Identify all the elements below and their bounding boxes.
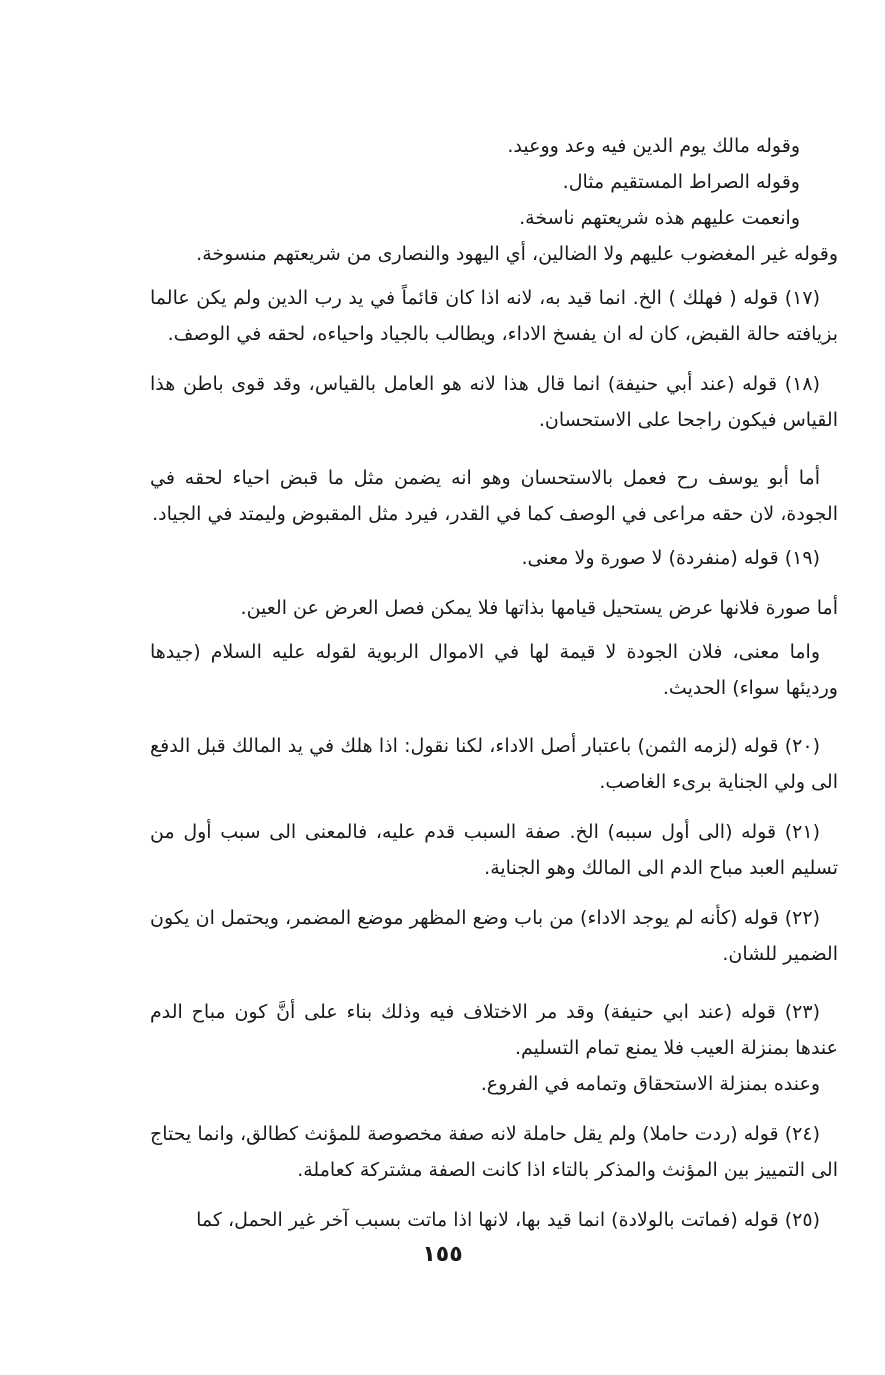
page-number: ١٥٥: [422, 1242, 463, 1267]
note-17: (١٧) قوله ( فهلك ) الخ. انما قيد به، لانه اذا كان قائماً في يد رب الدين ولم يكن عالما بزيافته حالة القبض، كان له ان يفسخ الاداء، ويطالب بالجياد واحياءه، لحقه في الوصف.: [150, 287, 838, 345]
intro-line-4: وقوله غير المغضوب عليهم ولا الضالين، أي اليهود والنصارى من شريعتهم منسوخة.: [196, 243, 838, 265]
note-19: (١٩) قوله (منفردة) لا صورة ولا معنى.: [521, 547, 820, 569]
note-21: (٢١) قوله (الى أول سببه) الخ. صفة السبب قدم عليه، فالمعنى الى سبب أول من تسليم العبد مباح الدم الى المالك وهو الجناية.: [150, 821, 838, 879]
note-19-form: أما صورة فلانها عرض يستحيل قيامها بذاتها فلا يمكن فصل العرض عن العين.: [240, 597, 838, 619]
note-18: (١٨) قوله (عند أبي حنيفة) انما قال هذا لانه هو العامل بالقياس، وقد قوى باطن هذا القياس فيكون راجحا على الاستحسان.: [150, 373, 838, 431]
note-20: (٢٠) قوله (لزمه الثمن) باعتبار أصل الاداء، لكنا نقول: اذا هلك في يد المالك قبل الدفع الى ولي الجناية برىء الغاصب.: [150, 735, 838, 793]
note-25: (٢٥) قوله (فماتت بالولادة) انما قيد بها، لانها اذا ماتت بسبب آخر غير الحمل، كما: [196, 1209, 820, 1231]
intro-line-2: وقوله الصراط المستقيم مثال.: [562, 171, 800, 193]
note-23: (٢٣) قوله (عند ابي حنيفة) وقد مر الاختلاف فيه وذلك بناء على أنَّ كون مباح الدم عندها بمنزلة العيب فلا يمنع تمام التسليم.: [150, 1001, 838, 1059]
page-text: [150, 128, 838, 1238]
note-18-continuation: أما أبو يوسف رح فعمل بالاستحسان وهو انه يضمن مثل ما قبض احياء لحقه في الجودة، لان حقه مراعى في الوصف كما في القدر، فيرد مثل المقبوض وليمتد في الجياد.: [150, 467, 838, 525]
note-23-continuation: وعنده بمنزلة الاستحقاق وتمامه في الفروع.: [480, 1073, 820, 1095]
note-22: (٢٢) قوله (كأنه لم يوجد الاداء) من باب وضع المظهر موضع المضمر، ويحتمل ان يكون الضمير للشان.: [150, 907, 838, 965]
intro-line-1: وقوله مالك يوم الدين فيه وعد ووعيد.: [507, 135, 800, 157]
note-24: (٢٤) قوله (ردت حاملا) ولم يقل حاملة لانه صفة مخصوصة للمؤنث كطالق، وانما يحتاج الى التمييز بين المؤنث والمذكر بالتاء اذا كانت الصفة مشتركة كعاملة.: [150, 1123, 838, 1181]
note-19-meaning: واما معنى، فلان الجودة لا قيمة لها في الاموال الربوية لقوله عليه السلام (جيدها ورديئها سواء) الحديث.: [150, 641, 838, 699]
intro-line-3: وانعمت عليهم هذه شريعتهم ناسخة.: [519, 207, 800, 229]
